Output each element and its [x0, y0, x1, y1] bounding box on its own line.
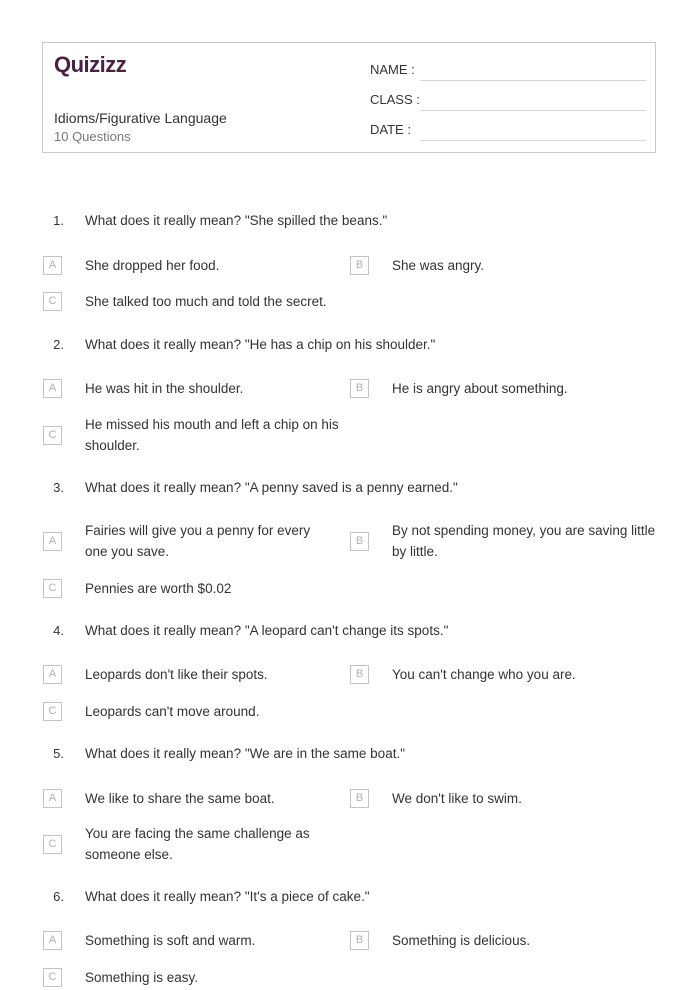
option-letter-box[interactable]: C [43, 702, 62, 721]
option-letter-box[interactable]: A [43, 665, 62, 684]
option-letter-box[interactable]: B [350, 379, 369, 398]
option-text[interactable]: He missed his mouth and left a chip on his shoulder. [85, 417, 339, 453]
worksheet-title: Idioms/Figurative Language [54, 110, 227, 126]
date-field[interactable] [370, 119, 646, 141]
option-letter-box[interactable]: B [350, 789, 369, 808]
option-text[interactable]: Something is delicious. [392, 933, 531, 948]
option-text[interactable]: She dropped her food. [85, 258, 220, 273]
option-letter-box[interactable]: C [43, 579, 62, 598]
option-letter-box[interactable]: C [43, 835, 62, 854]
worksheet-header [42, 42, 656, 153]
option-text[interactable]: You can't change who you are. [392, 667, 576, 682]
name-label: NAME : [370, 62, 415, 77]
question-number: 6. [53, 889, 64, 904]
question-text: What does it really mean? "We are in the same boat." [85, 746, 405, 761]
name-field[interactable] [370, 59, 646, 81]
option-text[interactable]: Leopards can't move around. [85, 704, 260, 719]
option-text[interactable]: You are facing the same challenge as someone else. [85, 826, 310, 862]
option-letter-box[interactable]: B [350, 665, 369, 684]
class-label: CLASS : [370, 92, 420, 107]
option-letter-box[interactable]: C [43, 426, 62, 445]
question-text: What does it really mean? "A leopard can't change its spots." [85, 623, 449, 638]
question-text: What does it really mean? "A penny saved is a penny earned." [85, 480, 458, 495]
option-letter-box[interactable]: A [43, 931, 62, 950]
question-count: 10 Questions [54, 129, 131, 144]
option-letter-box[interactable]: A [43, 789, 62, 808]
option-letter-box[interactable]: A [43, 379, 62, 398]
question-number: 4. [53, 623, 64, 638]
option-text[interactable]: By not spending money, you are saving little by little. [392, 523, 656, 559]
option-letter-box[interactable]: A [43, 532, 62, 551]
option-text[interactable]: Something is easy. [85, 970, 199, 985]
option-letter-box[interactable]: B [350, 532, 369, 551]
question-number: 3. [53, 480, 64, 495]
option-text[interactable]: Fairies will give you a penny for every one you save. [85, 523, 311, 559]
quizizz-logo: Quizizz [54, 52, 127, 77]
option-text[interactable]: He is angry about something. [392, 381, 568, 396]
option-text[interactable]: We don't like to swim. [392, 791, 522, 806]
option-letter-box[interactable]: B [350, 931, 369, 950]
date-line [420, 140, 646, 141]
class-line [420, 110, 646, 111]
option-letter-box[interactable]: C [43, 968, 62, 987]
option-text[interactable]: Leopards don't like their spots. [85, 667, 268, 682]
option-letter-box[interactable]: C [43, 292, 62, 311]
option-letter-box[interactable]: B [350, 256, 369, 275]
question-number: 1. [53, 213, 64, 228]
question-text: What does it really mean? "It's a piece of cake." [85, 889, 370, 904]
question-number: 2. [53, 337, 64, 352]
date-label: DATE : [370, 122, 411, 137]
name-line [420, 80, 646, 81]
option-text[interactable]: Something is soft and warm. [85, 933, 256, 948]
option-letter-box[interactable]: A [43, 256, 62, 275]
option-text[interactable]: We like to share the same boat. [85, 791, 275, 806]
question-text: What does it really mean? "She spilled the beans." [85, 213, 388, 228]
question-text: What does it really mean? "He has a chip on his shoulder." [85, 337, 436, 352]
class-field[interactable] [370, 89, 646, 111]
option-text[interactable]: She was angry. [392, 258, 485, 273]
option-text[interactable]: Pennies are worth $0.02 [85, 581, 232, 596]
option-text[interactable]: He was hit in the shoulder. [85, 381, 244, 396]
option-text[interactable]: She talked too much and told the secret. [85, 294, 327, 309]
question-number: 5. [53, 746, 64, 761]
